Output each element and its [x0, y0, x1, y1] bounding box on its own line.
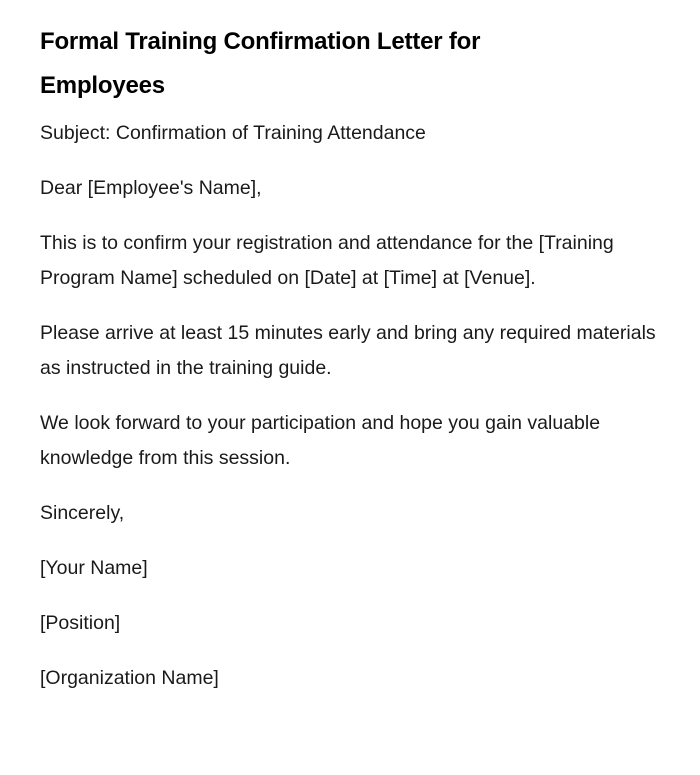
letter-closing: Sincerely,	[40, 502, 125, 524]
letter-body-paragraph: We look forward to your participation and hope you gain valuable knowledge from this session.	[40, 412, 601, 469]
signature-name: [Your Name]	[40, 557, 148, 579]
letter-title: Formal Training Confirmation Letter for Employees	[40, 28, 481, 99]
signature-organization: [Organization Name]	[40, 667, 219, 689]
letter-body-paragraph: This is to confirm your registration and attendance for the [Training Program Name] scheduled on [Date] at [Time] at [Venue].	[40, 232, 614, 289]
letter-subject: Subject: Confirmation of Training Attendance	[40, 122, 426, 144]
letter-body-paragraph: Please arrive at least 15 minutes early and bring any required materials as instructed in the training guide.	[40, 322, 656, 379]
letter-salutation: Dear [Employee's Name],	[40, 177, 262, 199]
signature-position: [Position]	[40, 612, 121, 634]
